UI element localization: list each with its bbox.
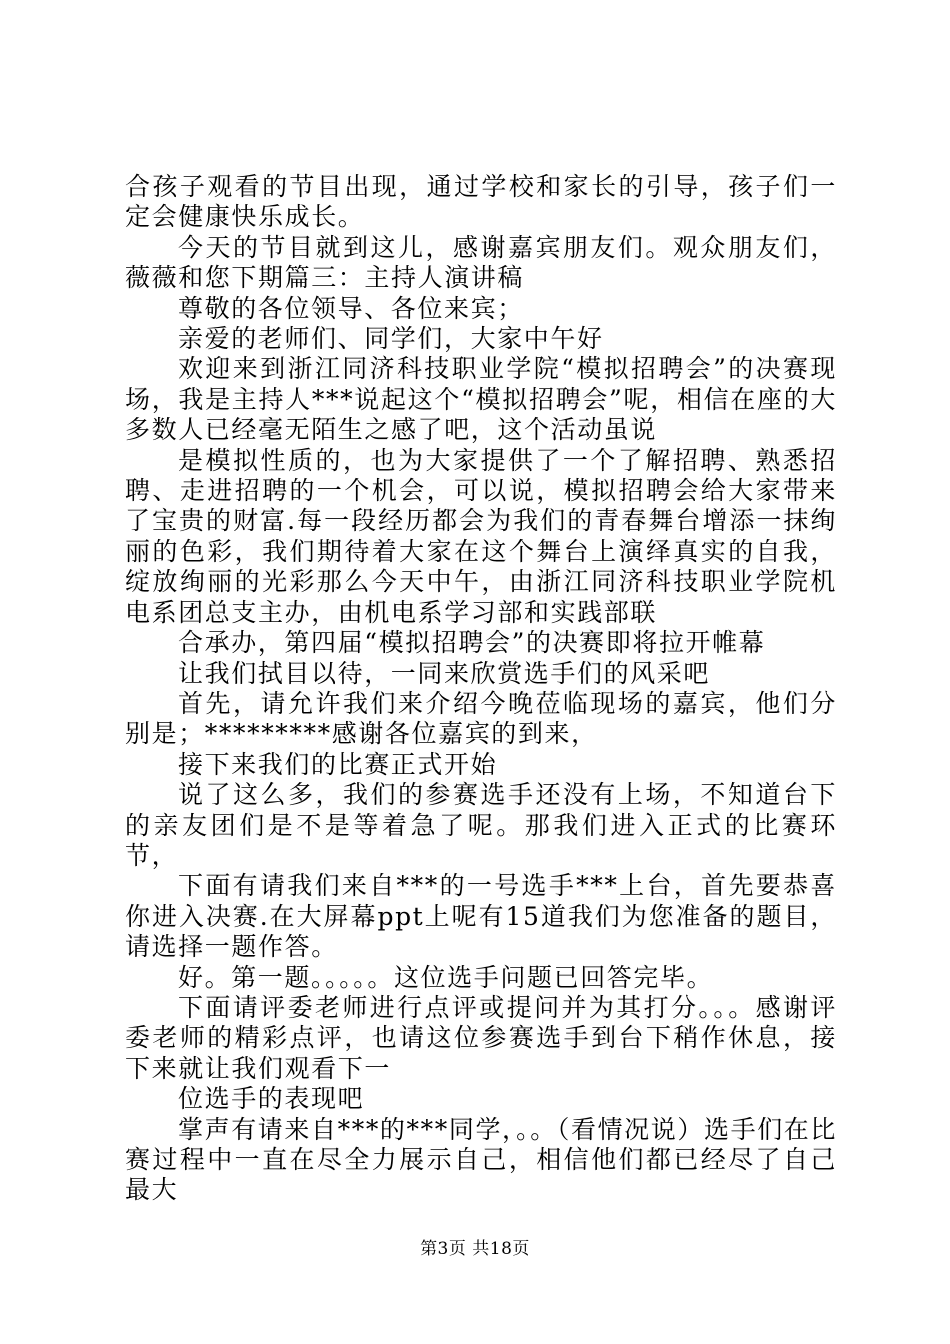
paragraph: 说了这么多，我们的参赛选手还没有上场，不知道台下的亲友团们是不是等着急了呢。那我们进入正式的比赛环节，: [125, 780, 837, 870]
paragraph: 掌声有请来自***的***同学，。。（看情况说）选手们在比赛过程中一直在尽全力展示自己，相信他们都已经尽了自己最大: [125, 1114, 837, 1205]
paragraph: 合孩子观看的节目出现，通过学校和家长的引导，孩子们一定会健康快乐成长。: [125, 172, 837, 232]
paragraph: 合承办，第四届“模拟招聘会”的决赛即将拉开帷幕: [178, 628, 766, 658]
paragraph: 接下来我们的比赛正式开始: [178, 749, 498, 779]
paragraph: 让我们拭目以待，一同来欣赏选手们的风采吧: [178, 658, 711, 688]
paragraph: 今天的节目就到这儿，感谢嘉宾朋友们。观众朋友们，薇薇和您下期篇三：主持人演讲稿: [125, 232, 837, 293]
paragraph: 首先，请允许我们来介绍今晚莅临现场的嘉宾，他们分别是；*********感谢各位嘉宾的到来，: [125, 688, 837, 749]
paragraph: 位选手的表现吧: [178, 1084, 365, 1114]
paragraph: 下面请评委老师进行点评或提问并为其打分。。。感谢评委老师的精彩点评，也请这位参赛选手到台下稍作休息，接下来就让我们观看下一: [125, 992, 837, 1083]
paragraph: 下面有请我们来自***的一号选手***上台，首先要恭喜你进入决赛.在大屏幕ppt上呢有15道我们为您准备的题目，请选择一题作答。: [125, 871, 837, 962]
paragraph: 欢迎来到浙江同济科技职业学院“模拟招聘会”的决赛现场，我是主持人***说起这个“模拟招聘会”呢，相信在座的大多数人已经毫无陌生之感了吧，这个活动虽说: [125, 354, 837, 445]
paragraph: 是模拟性质的，也为大家提供了一个了解招聘、熟悉招聘、走进招聘的一个机会，可以说，模拟招聘会给大家带来了宝贵的财富.每一段经历都会为我们的青春舞台增添一抹绚丽的色彩，我们期待着大家在这个舞台上演绎真实的自我，绽放绚丽的光彩那么今天中午，由浙江同济科技职业学院机电系团总支主办，由机电系学习部和实践部联: [125, 445, 837, 627]
page-footer: 第3页 共18页: [420, 1239, 530, 1259]
paragraph: 尊敬的各位领导、各位来宾；: [178, 293, 524, 323]
paragraph: 好。第一题。。。。。这位选手问题已回答完毕。: [178, 962, 714, 992]
document-body: [125, 172, 837, 1206]
paragraph: 亲爱的老师们、同学们，大家中午好: [178, 324, 604, 354]
